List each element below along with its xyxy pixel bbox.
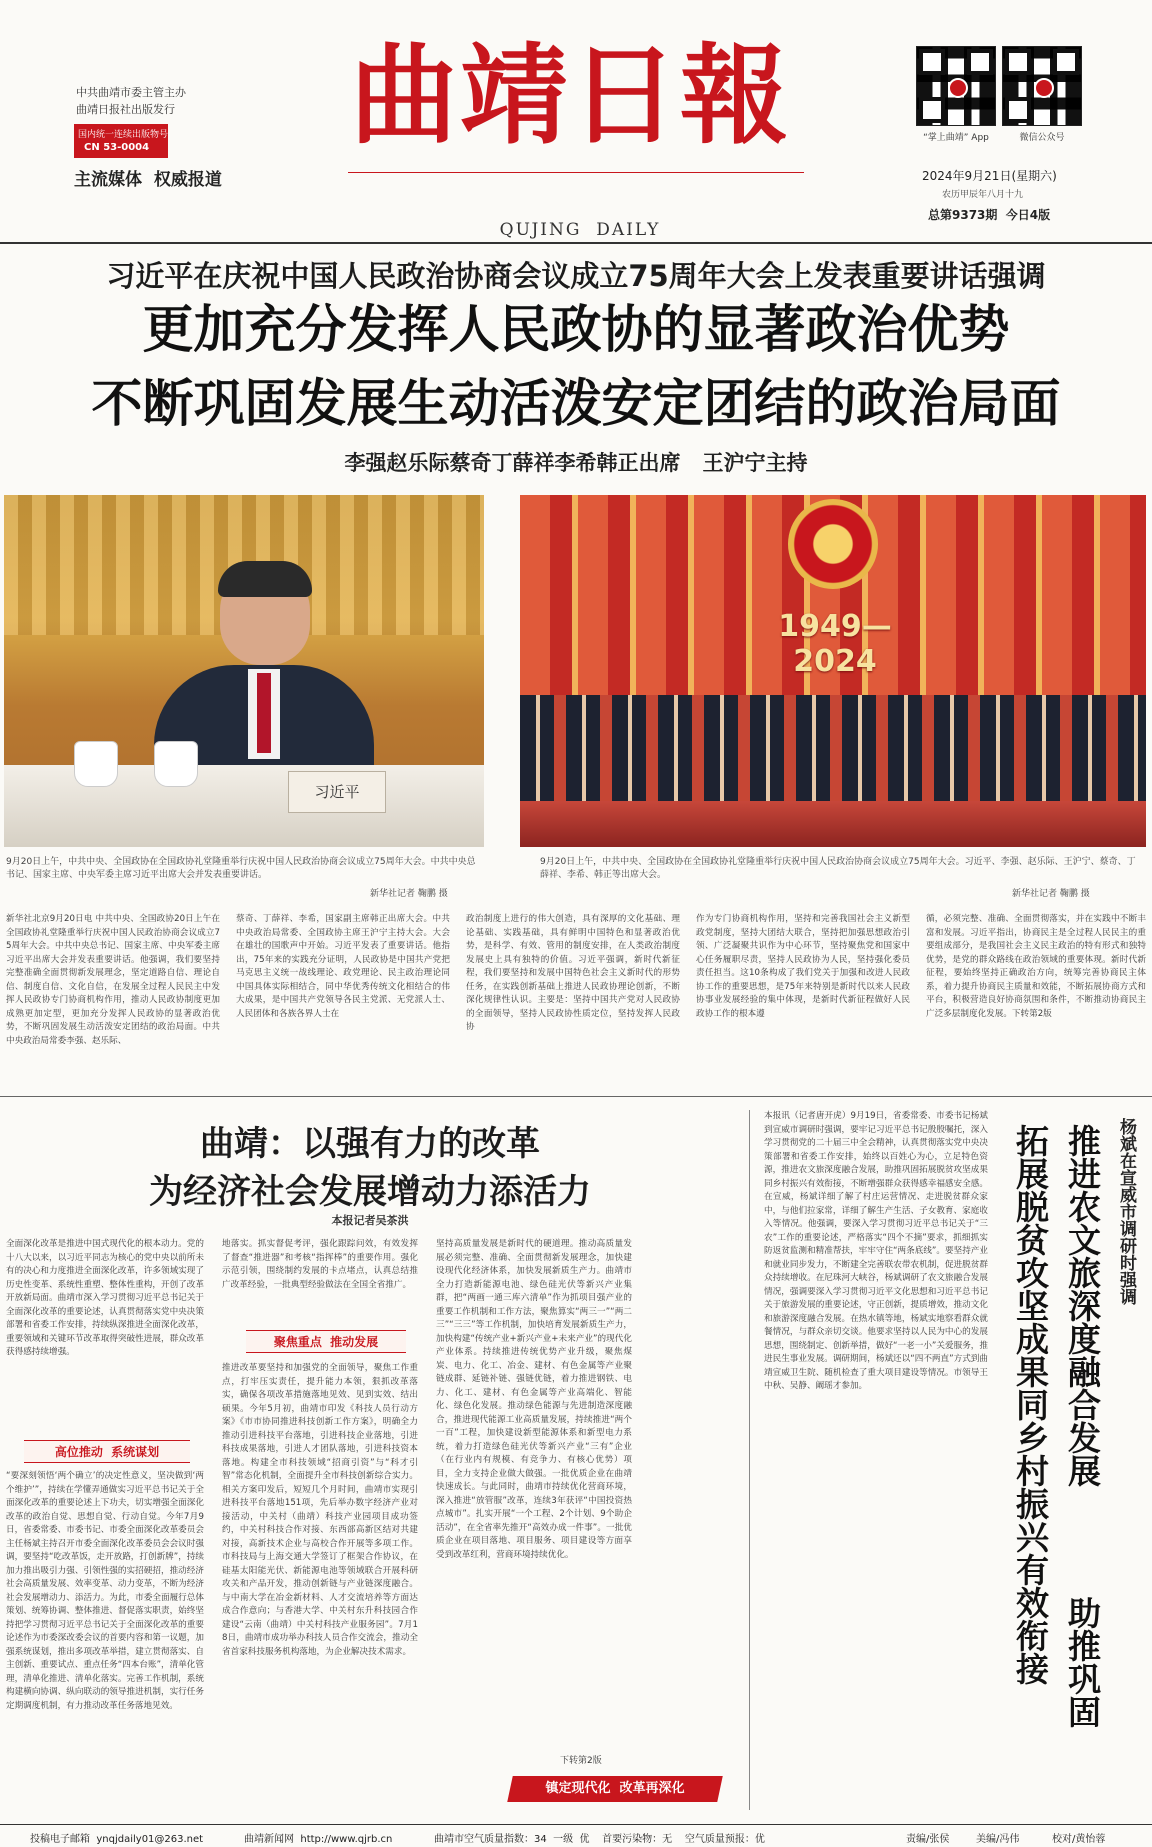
newspaper-subtitle: QUJING DAILY: [460, 220, 700, 240]
reform-continued: 下转第2版: [560, 1756, 602, 1766]
photo2-caption: 9月20日上午，中共中央、全国政协在全国政协礼堂隆重举行庆祝中国人民政治协商会议成立75周年大会。习近平、李强、赵乐际、王沪宁、蔡奇、丁薛祥、李希、韩正等出席大会。: [540, 857, 1136, 880]
publisher-line2: 曲靖日报社出版发行: [76, 103, 175, 116]
slogan-bar-text: 镇定现代化 改革再深化: [545, 1781, 685, 1796]
banner-years: 1949—2024: [778, 609, 892, 679]
masthead-rule: [0, 242, 1152, 244]
yangbin-body: 本报讯（记者唐开虎）9月19日，省委常委、市委书记杨斌到宣威市调研时强调，要牢记习近平总书记殷殷嘱托，深入学习贯彻党的二十届三中全会精神，认真贯彻落实党中央决策部署和省委工作安排，始终以百姓心为心，立足特色资源，推进农文旅深度融合发展，助推巩固拓展脱贫攻坚成果同乡村振兴有效衔接，不断增强群众获得感幸福感安全感。在宣威，杨斌详细了解了村庄运营情况、走进脱贫群众家中，与他们拉家常，详细了解生产生活、子女教育、家庭收入等情况。他强调，要深入学习贯彻习近平总书记关于“三农”工作的重要论述，严格落实“四个不摘”要求，抓细抓实防返贫监测和精准帮扶，牢牢守住“两条底线”。要坚持产业和就业同步发力，不断建全完善联农带农机制，促进脱贫群众持续增收。在尼珠河大峡谷，杨斌调研了农文旅融合发展情况，强调要深入学习贯彻习近平文化思想和习近平总书记关于旅游发展的重要论述，守正创新，提质增效，推动文化和旅游深度融合发展。在热水镇等地，杨斌实地察看群众就餐情况，与群众亲切交谈。他要求坚持以人民为中心的发展思想，围绕制定、创新举措，做好“一老一小”关爱服务，推进民生事业发展。调研期间，杨斌还以“四不两直”方式到曲靖宣威卫生院、随机检查了重大项目建设等情况。市领导王中秋、吴静、阚瑶才参加。: [764, 1111, 988, 1391]
issue-date: 2024年9月21日(星期六): [922, 169, 1057, 183]
section-rule: [0, 1096, 1152, 1097]
qr1-caption: “掌上曲靖” App: [923, 133, 989, 143]
newspaper-title: 曲靖日報: [349, 33, 790, 159]
publisher-line1: 中共曲靖市委主管主办: [76, 86, 186, 99]
yangbin-sidebar-title: 杨斌在宣威市调研时强调: [1116, 1118, 1136, 1305]
lead-headline-2: 不断巩固发展生动活泼安定团结的政治局面: [91, 375, 1061, 434]
yangbin-headline-col3: 助推巩固: [1063, 1596, 1102, 1728]
issn-line2: CN 53-0004: [84, 142, 150, 153]
footer-proofreader: 校对/黄怡蓉: [1052, 1834, 1106, 1845]
slogan: 主流媒体 权威报道: [74, 170, 222, 190]
yangbin-headline-col2: 拓展脱贫攻坚成果同乡村振兴有效衔接: [1011, 1124, 1050, 1685]
footer-air-quality: 曲靖市空气质量指数：34 一级 优 首要污染物：无 空气质量预报：优: [434, 1834, 765, 1845]
lead-body-col1: 新华社北京9月20日电 中共中央、全国政协20日上午在全国政协礼堂隆重举行庆祝中国人民政治协商会议成立75周年大会。中共中央总书记、国家主席、中央军委主席习近平出席大会并发表重要讲话。他强调，我们要坚持完整准确全面贯彻新发展理念，坚定道路自信、理论自信、制度自信、文化自信，在发展全过程人民民主中发挥人民政协专门协商机构作用，推动人民政协制度更加成熟更加定型，更加充分发挥人民政协的显著政治优势，不断巩固发展生动活泼安定团结的政治局面。中共中央政治局常委李强、赵乐际、: [6, 914, 220, 1046]
emblem: [788, 499, 878, 589]
masthead: [0, 0, 1152, 248]
title-underline: [348, 172, 804, 173]
tea-cup: [154, 741, 198, 787]
reform-headline-1: 曲靖：以强有力的改革: [200, 1124, 540, 1164]
issue-number: 总第9373期 今日4版: [928, 208, 1051, 222]
issn-box: [74, 124, 168, 158]
photo2-credit: 新华社记者 鞠鹏 摄: [1012, 889, 1090, 899]
photo1-credit: 新华社记者 鞠鹏 摄: [370, 889, 448, 899]
stage-front: [520, 801, 1146, 847]
reform-subhead-1: 高位推动 系统谋划: [24, 1440, 190, 1463]
lead-body-col5: 循，必须完整、准确、全面贯彻落实，并在实践中不断丰富和发展。习近平指出，协商民主是全过程人民民主的重要组成部分，是我国社会主义民主政治的特有形式和独特优势，是党的群众路线在政治领域的重要体现。新时代新征程，要始终坚持正确政治方向，统筹完善协商民主体系，着力提升协商民主质量和效能，不断拓展协商方式和平台，积极营造良好协商氛围和条件，不断推动协商民主广泛多层制度化发展。下转第2版: [926, 914, 1146, 1019]
lead-kicker: 习近平在庆祝中国人民政治协商会议成立75周年大会上发表重要讲话强调: [106, 259, 1046, 293]
footer-website[interactable]: 曲靖新闻网 http://www.qjrb.cn: [244, 1834, 393, 1845]
reform-col1a: 全面深化改革是推进中国式现代化的根本动力。党的十八大以来，以习近平同志为核心的党中央以前所未有的决心和力度推进全面深化改革，许多领域实现了历史性变革、系统性重塑、整体性重构，开创了改革开放新局面。曲靖市深入学习贯彻习近平总书记关于全面深化改革的重要论述，认真贯彻落实党中央决策部署和省委工作安排，持续纵深推进全面深化改革，重要领域和关键环节改革取得突破性进展，群众改革获得感持续增强。: [6, 1239, 204, 1357]
column-divider: [749, 1110, 750, 1810]
yangbin-headline-col1: 推进农文旅深度融合发展: [1063, 1124, 1102, 1487]
lead-attendees: 李强赵乐际蔡奇丁薛祥李希韩正出席 王沪宁主持: [344, 451, 808, 475]
reform-col2b: 推进改革要坚持和加强党的全面领导，聚焦工作重点，打牢压实责任，提升能力本领，狠抓改革落实，确保各项改革措施落地见效、见到实效、结出硕果。今年5月初，曲靖市印发《科技人员行动方案》《市市协同推进科技创新工作方案》，明确全力推动引进科技平台落地，引进科技企业落地，引进科技成果落地，引进人才团队落地，引进科技资本落地。构建全市科技领域“招商引资”与“科才引智”常态化机制，全面提升全市科技创新综合实力。相关方案印发后，短短几个月时间，曲靖市实现引进科技平台落地151项，先后举办数字经济产业对接活动，中关村（曲靖）科技产业园项目成功签约，中关村科技合作对接、东西部高新区结对共建对接，高新技术企业与高校合作开展等多项工作。市科技局与上海交通大学签订了框架合作协议，在硅基太阳能光伏、新能源电池等领域联合开展科研攻关和产品开发，推动创新链与产业链深度融合。与中南大学在冶金新材料、人才交流培养等方面达成合作意向；与香港大学、中关村东升科技园合作建设“云南（曲靖）中关村科技产业服务园”。7月18日，曲靖市成功举办科技人员合作交流会，推动全省首家科技服务机构落地，为企业解决技术需求。: [222, 1363, 418, 1657]
lead-body-col4: 作为专门协商机构作用，坚持和完善我国社会主义新型政党制度，坚持大团结大联合，坚持把加强思想政治引领、广泛凝聚共识作为中心环节，坚持聚焦党和国家中心任务履职尽责，坚持人民政协为人民，坚持强化委员责任担当。这10条构成了我们党关于加强和改进人民政协工作的重要思想，是75年来特别是新时代以来人民政协事业发展经验的集中体现，是新时代新征程做好人民政协工作的根本遵: [696, 914, 910, 1019]
footer-designer: 美编/冯伟: [976, 1834, 1020, 1845]
nameplate-text: 习近平: [314, 783, 360, 801]
lead-body-col2: 蔡奇、丁薛祥、李希，国家副主席韩正出席大会。中共中央政治局常委、全国政协主席王沪宁主持大会。大会在雄壮的国歌声中开始。习近平发表了重要讲话。他指出，75年来的实践充分证明，人民政协是中国共产党把马克思主义统一战线理论、政党理论、民主政治理论同中国具体实际相结合，同中华优秀传统文化相结合的伟大成果，是中国共产党领导各民主党派、无党派人士、人民团体和各族各界人士在: [236, 914, 450, 1019]
footer-email[interactable]: 投稿电子邮箱 ynqjdaily01@263.net: [30, 1834, 204, 1845]
reform-headline-2: 为经济社会发展增动力添活力: [149, 1172, 591, 1212]
footer-rule: [0, 1824, 1152, 1825]
qr-code-app[interactable]: [916, 46, 996, 126]
slogan-bar: [507, 1776, 723, 1802]
reform-col3a: 坚持高质量发展是新时代的硬道理。推动高质量发展必须完整、准确、全面贯彻新发展理念，加快建设现代化经济体系，加快发展新质生产力。曲靖市全力打造新能源电池、绿色硅光伏等新兴产业集群，把“两画一通三库六清单”作为抓项目强产业的重要工作机制和工作方法，聚焦算实“两三一”“两二三”“三三”等工作机制，加快培育发展新质生产力，加快构建“传统产业+新兴产业+未来产业”的现代化产业体系。持续推进传统优势产业升级，聚焦煤炭、电力、化工、冶金、建材、有色金属等产业聚链成群、延链补链、强链优链，着力推进钢铁、电力、化工、建材、有色金属等产业高端化、智能化、绿色化发展。推动绿色能源与先进制造深度融合，推进现代能源工业高质量发展，持续推进“两个一百”工程，加快建设新型能源体系和新型电力系统，着力打造绿色硅光伏等新兴产业“三有”企业（在行业内有规模、有竞争力、有核心优势）项目，全力支持企业做大做强。一批优质企业在曲靖快速成长。与此同时，曲靖市持续优化营商环境，深入推进“放管服”改革，连续3年获评“中国投资热点城市”。扎实开展“一个工程、2个计划、9个助企活动”，在全省率先推开“高效办成一件事”。一批优质企业在项目落地、项目服务、项目建设等方面享受到改革红利，营商环境持续优化。: [436, 1239, 632, 1560]
reform-byline: 本报记者吴茶洪: [331, 1214, 409, 1227]
qr2-caption: 微信公众号: [1019, 133, 1065, 143]
reform-col2a: 地落实。抓实督促考评，强化跟踪问效，有效发挥了督查“推进器”和考核“指挥棒”的重要作用。强化示范引领，围绕制约发展的卡点堵点，认真总结推广改革经验，一批典型经验做法在全国全省推广。: [222, 1239, 418, 1290]
footer-editor: 责编/张侯: [906, 1834, 950, 1845]
lunar-date: 农历甲辰年八月十九: [942, 190, 1024, 200]
reform-col1b: “要深刻领悟‘两个确立’的决定性意义，坚决做到‘两个维护’”，持续在学懂弄通做实习近平总书记关于全面深化改革的重要论述上下功夫，切实增强全面深化改革的政治自觉、思想自觉、行动自觉。今年7月9日，省委常委、市委书记、市委全面深化改革委员会主任杨斌主持召开市委全面深化改革委员会会议时强调，要坚持“吃改革饭，走开放路，打创新牌”，持续加力推出吸引力强、引领性强的实招硬招，推动经济社会高质量发展、效率变革、动力变革，不断为经济社会发展增动力、添活力。为此，市委全面履行总体策划、统筹协调、整体推进、督促落实职责，始终坚持把学习贯彻习近平总书记关于全面深化改革的重要论述作为市委深改委会议的首要内容和第一议题，加强系统谋划，推出多项改革举措，建立贯彻落实、自主创新、重要试点、重点任务“四本台账”，清单化管理，清单化推进、清单化落实。完善工作机制，系统构建横向协调、纵向联动的领导推进机制，实行任务定期调度机制，有力推动改革任务落地见效。: [6, 1471, 204, 1711]
photo1-caption: 9月20日上午，中共中央、全国政协在全国政协礼堂隆重举行庆祝中国人民政治协商会议成立75周年大会。中共中央总书记、国家主席、中央军委主席习近平出席大会并发表重要讲话。: [6, 857, 476, 880]
photo-assembly: [520, 495, 1146, 847]
stage-rows: [520, 695, 1146, 805]
issn-line1: 国内统一连续出版物号: [78, 130, 169, 140]
lead-headline-1: 更加充分发挥人民政协的显著政治优势: [142, 301, 1010, 360]
nameplate: [288, 771, 386, 813]
tea-cup: [74, 741, 118, 787]
qr-code-wechat[interactable]: [1002, 46, 1082, 126]
photo-speaker: [4, 495, 484, 847]
reform-subhead-2: 聚焦重点 推动发展: [246, 1330, 406, 1353]
lead-body-col3: 政治制度上进行的伟大创造，具有深厚的文化基础、理论基础、实践基础，具有鲜明中国特色和显著政治优势，是科学、有效、管用的制度安排，在人类政治制度发展史上具有独特的价值。习近平强调，新时代新征程，我们要坚持和发展中国特色社会主义新时代的形势任务，在实践创新基础上推进人民政协理论创新，不断深化规律性认识。主要是：坚持中国共产党对人民政协的全面领导，坚持人民政协性质定位，坚持发挥人民政协: [466, 914, 680, 1032]
